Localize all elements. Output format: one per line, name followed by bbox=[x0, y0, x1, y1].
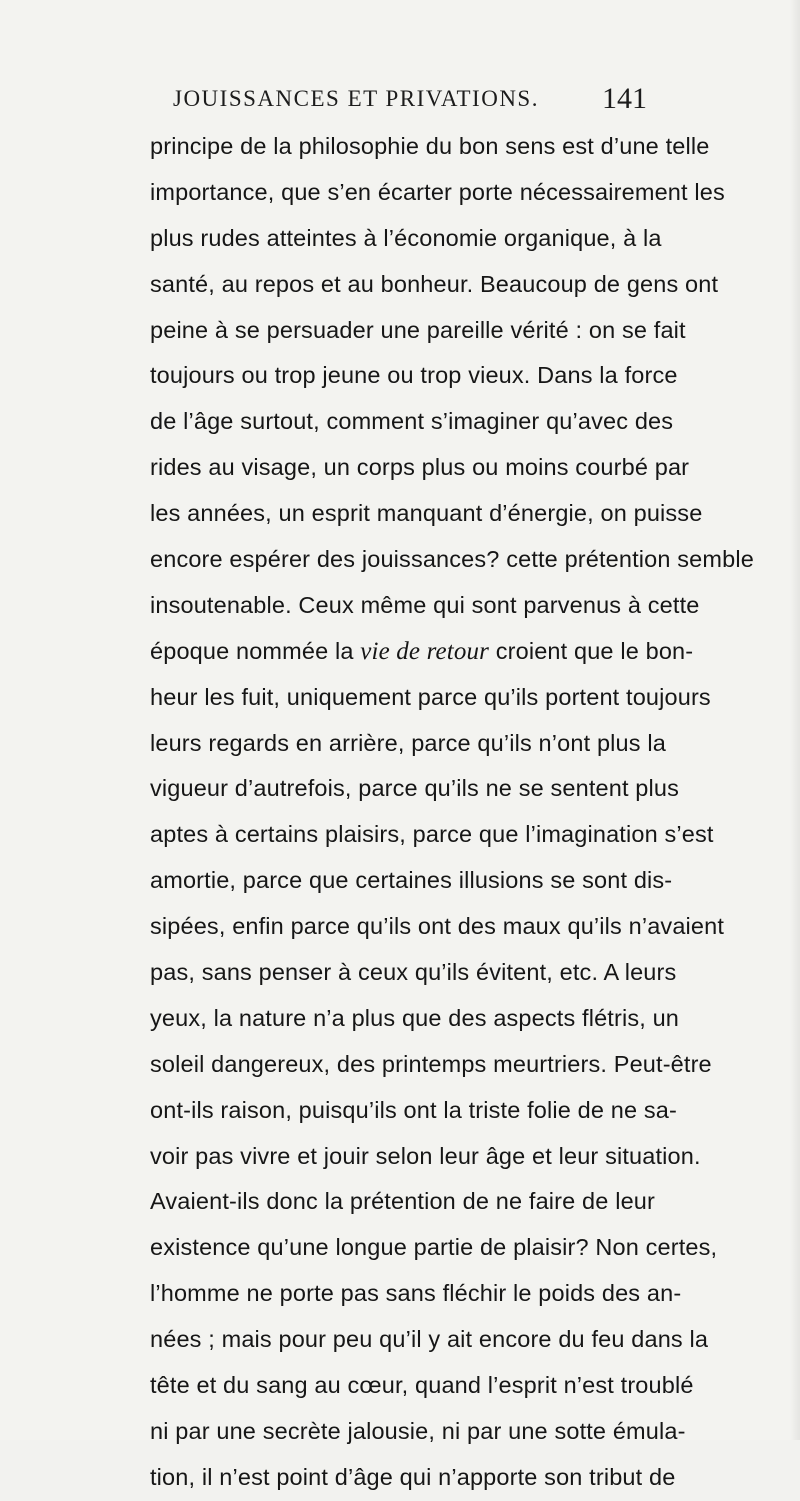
text-line: importance, que s’en écarter porte nécessairement les bbox=[150, 178, 725, 205]
text-fragment: croient que le bon- bbox=[489, 637, 694, 664]
text-line: tion, il n’est point d’âge qui n’apporte son tribut de bbox=[150, 1463, 676, 1490]
text-line: heur les fuit, uniquement parce qu’ils portent toujours bbox=[150, 683, 711, 710]
running-title: JOUISSANCES ET PRIVATIONS. bbox=[173, 86, 539, 111]
page-edge-shadow bbox=[790, 0, 800, 1440]
text-line: existence qu’une longue partie de plaisir? Non certes, bbox=[150, 1234, 718, 1261]
text-line: Avaient-ils donc la prétention de ne faire de leur bbox=[150, 1188, 655, 1215]
text-line: tête et du sang au cœur, quand l’esprit n’est troublé bbox=[150, 1372, 694, 1399]
text-line: leurs regards en arrière, parce qu’ils n’ont plus la bbox=[150, 729, 666, 756]
text-line: nées ; mais pour peu qu’il y ait encore du feu dans la bbox=[150, 1326, 709, 1353]
text-line: ont-ils raison, puisqu’ils ont la triste folie de ne sa- bbox=[150, 1096, 677, 1123]
text-line: voir pas vivre et jouir selon leur âge et leur situation. bbox=[150, 1142, 701, 1169]
text-line: les années, un esprit manquant d’énergie, on puisse bbox=[150, 500, 703, 527]
text-line: l’homme ne porte pas sans fléchir le poids des an- bbox=[150, 1280, 682, 1307]
page-number: 141 bbox=[602, 82, 647, 115]
text-line: toujours ou trop jeune ou trop vieux. Dans la force bbox=[150, 362, 678, 389]
text-line: sipées, enfin parce qu’ils ont des maux qu’ils n’avaient bbox=[150, 913, 725, 940]
text-line: insoutenable. Ceux même qui sont parvenus à cette bbox=[150, 591, 700, 618]
text-line: principe de la philosophie du bon sens est d’une telle bbox=[150, 133, 710, 159]
running-header bbox=[0, 82, 800, 116]
text-line: encore espérer des jouissances? cette prétention semble bbox=[150, 546, 754, 573]
text-line: vigueur d’autrefois, parce qu’ils ne se sentent plus bbox=[150, 775, 680, 802]
text-line: aptes à certains plaisirs, parce que l’imagination s’est bbox=[150, 821, 714, 848]
text-line: peine à se persuader une pareille vérité : on se fait bbox=[150, 316, 686, 343]
text-line: soleil dangereux, des printemps meurtriers. Peut-être bbox=[150, 1050, 712, 1077]
body-text bbox=[150, 124, 754, 1501]
text-line: pas, sans penser à ceux qu’ils évitent, etc. A leurs bbox=[150, 959, 677, 986]
text-line: plus rudes atteintes à l’économie organique, à la bbox=[150, 224, 662, 251]
text-line: amortie, parce que certaines illusions se sont dis- bbox=[150, 867, 673, 894]
text-fragment: époque nommée la bbox=[150, 637, 361, 664]
text-line: de l’âge surtout, comment s’imaginer qu’avec des bbox=[150, 408, 674, 435]
text-line: yeux, la nature n’a plus que des aspects flétris, un bbox=[150, 1004, 680, 1031]
text-line: ni par une secrète jalousie, ni par une sotte émula- bbox=[150, 1417, 686, 1444]
text-line: rides au visage, un corps plus ou moins courbé par bbox=[150, 454, 690, 481]
text-line: santé, au repos et au bonheur. Beaucoup de gens ont bbox=[150, 270, 719, 297]
text-line-with-italic bbox=[150, 629, 694, 675]
italic-term: vie de retour bbox=[360, 637, 490, 665]
